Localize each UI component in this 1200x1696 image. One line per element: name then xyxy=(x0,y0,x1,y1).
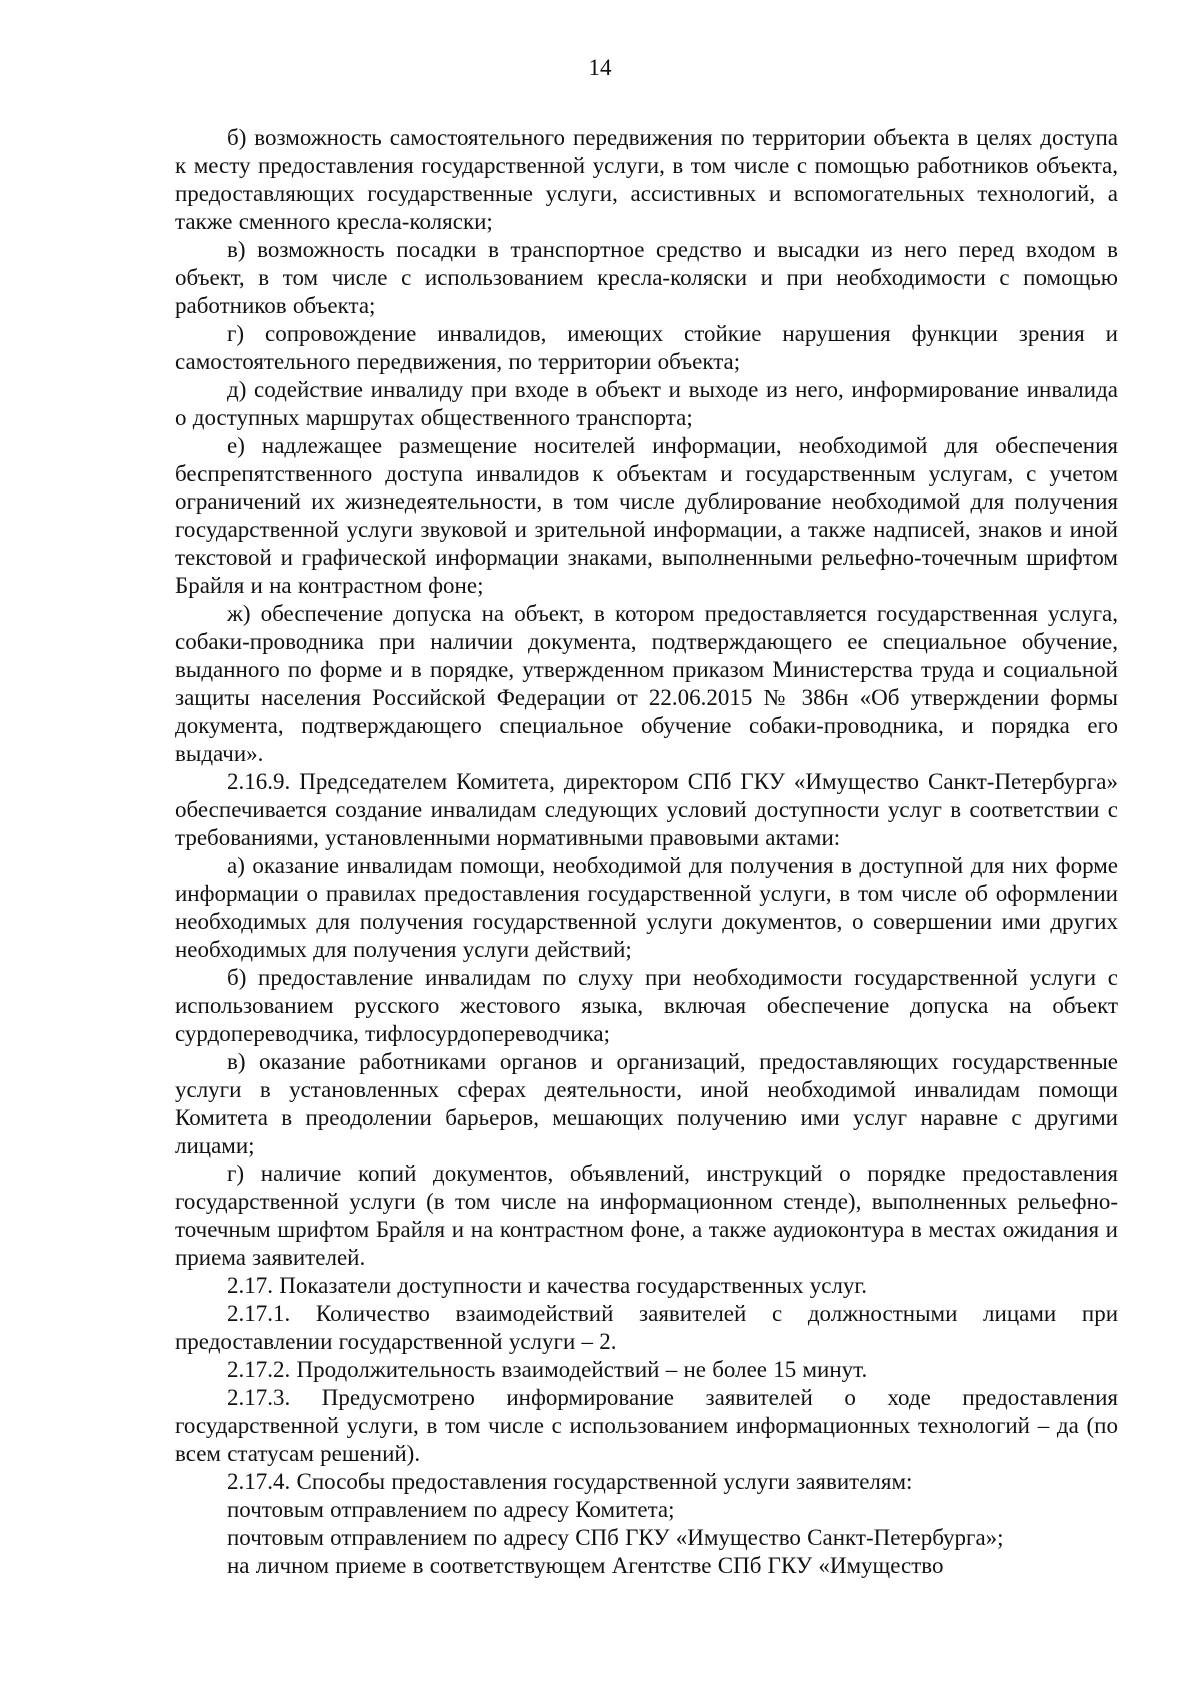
paragraph: ж) обеспечение допуска на объект, в котором предоставляется государственная услуга, собаки-проводника при наличии документа, подтверждающего ее специальное обучение, выданного по форме и в порядке, утвержденном приказом Министерства труда и социальной защиты населения Российской Федерации от 22.06.2015 № 386н «Об утверждении формы документа, подтверждающего специальное обучение собаки-проводника, и порядка его выдачи». xyxy=(175,601,1118,766)
paragraph: 2.17.3. Предусмотрено информирование заявителей о ходе предоставления государственной услуги, в том числе с использованием информационных технологий – да (по всем статусам решений). xyxy=(175,1385,1118,1466)
paragraph: д) содействие инвалиду при входе в объект и выходе из него, информирование инвалида о доступных маршрутах общественного транспорта; xyxy=(175,377,1118,430)
paragraph: б) предоставление инвалидам по слуху при необходимости государственной услуги с использованием русского жестового языка, включая обеспечение допуска на объект сурдопереводчика, тифлосурдопереводчика; xyxy=(175,965,1118,1046)
document-body xyxy=(175,124,1118,1580)
paragraph: почтовым отправлением по адресу СПб ГКУ «Имущество Санкт-Петербурга»; xyxy=(227,1525,1004,1550)
paragraph: 2.17.4. Способы предоставления государственной услуги заявителям: xyxy=(227,1469,913,1494)
paragraph: е) надлежащее размещение носителей информации, необходимой для обеспечения беспрепятственного доступа инвалидов к объектам и государственным услугам, с учетом ограничений их жизнедеятельности, в том числе дублирование необходимой для получения государственной услуги звуковой и зрительной информации, а также надписей, знаков и иной текстовой и графической информации знаками, выполненными рельефно-точечным шрифтом Брайля и на контрастном фоне; xyxy=(175,433,1118,598)
paragraph: почтовым отправлением по адресу Комитета; xyxy=(227,1497,675,1522)
paragraph: а) оказание инвалидам помощи, необходимой для получения в доступной для них форме информации о правилах предоставления государственной услуги, в том числе об оформлении необходимых для получения государственной услуги документов, о совершении ими других необходимых для получения услуги действий; xyxy=(175,853,1118,962)
paragraph: 2.17. Показатели доступности и качества государственных услуг. xyxy=(227,1273,868,1298)
paragraph: 2.17.2. Продолжительность взаимодействий – не более 15 минут. xyxy=(227,1357,868,1382)
paragraph: 2.16.9. Председателем Комитета, директором СПб ГКУ «Имущество Санкт-Петербурга» обеспечивается создание инвалидам следующих условий доступности услуг в соответствии с требованиями, установленными нормативными правовыми актами: xyxy=(175,769,1118,850)
paragraph: в) возможность посадки в транспортное средство и высадки из него перед входом в объект, в том числе с использованием кресла-коляски и при необходимости с помощью работников объекта; xyxy=(175,237,1118,318)
paragraph: в) оказание работниками органов и организаций, предоставляющих государственные услуги в установленных сферах деятельности, иной необходимой инвалидам помощи Комитета в преодолении барьеров, мешающих получению ими услуг наравне с другими лицами; xyxy=(175,1049,1118,1158)
paragraph: 2.17.1. Количество взаимодействий заявителей с должностными лицами при предоставлении государственной услуги – 2. xyxy=(175,1301,1118,1354)
page-number: 14 xyxy=(588,55,612,80)
paragraph: на личном приеме в соответствующем Агентстве СПб ГКУ «Имущество xyxy=(227,1553,944,1578)
paragraph: г) наличие копий документов, объявлений, инструкций о порядке предоставления государственной услуги (в том числе на информационном стенде), выполненных рельефно-точечным шрифтом Брайля и на контрастном фоне, а также аудиоконтура в местах ожидания и приема заявителей. xyxy=(175,1161,1118,1270)
paragraph: г) сопровождение инвалидов, имеющих стойкие нарушения функции зрения и самостоятельного передвижения, по территории объекта; xyxy=(175,321,1118,374)
paragraph: б) возможность самостоятельного передвижения по территории объекта в целях доступа к месту предоставления государственной услуги, в том числе с помощью работников объекта, предоставляющих государственные услуги, ассистивных и вспомогательных технологий, а также сменного кресла-коляски; xyxy=(175,125,1118,234)
